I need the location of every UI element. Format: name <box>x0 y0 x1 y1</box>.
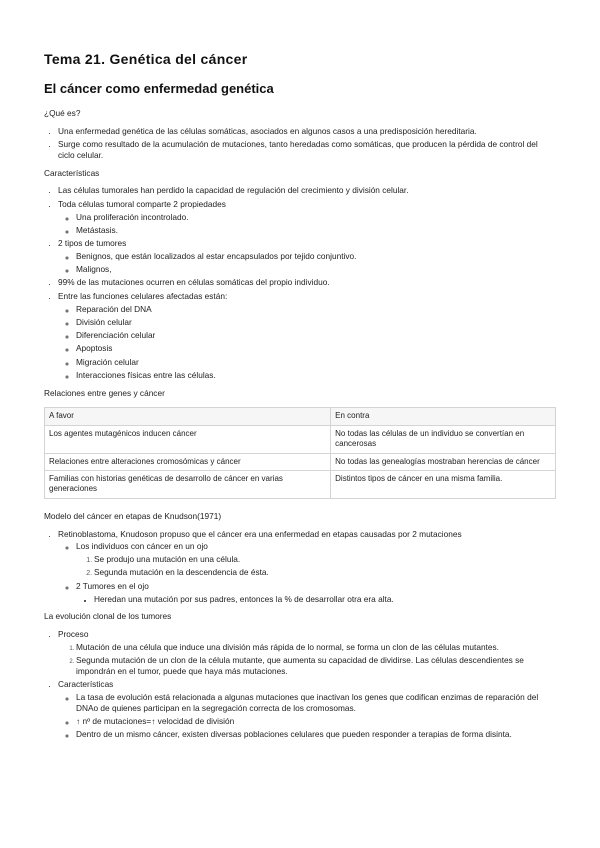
list-item: ▪ Una enfermedad genética de las células somáticas, asociados en algunos casos a una predisposición hereditaria. <box>58 126 556 137</box>
que-es-heading: ¿Qué es? <box>44 108 81 119</box>
table-cell: No todas las genealogías mostraban herencias de cáncer <box>331 453 556 470</box>
list-item-text: Retinoblastoma, Knudoson propuso que el cáncer era una enfermedad en etapas causadas por 2 mutaciones <box>58 528 462 539</box>
numbered-item: 2. Segunda mutación de un clon de la célula mutante, que aumenta su capacidad de dividirse. Las células descendientes se impondrán en el tumor, puede que haya más mutaciones. <box>76 655 556 677</box>
list-item <box>58 529 556 605</box>
sublist <box>58 541 556 604</box>
sublist <box>58 692 556 740</box>
list-item: ▪ Surge como resultado de la acumulación de mutaciones, tanto heredadas como somáticas, que producen la pérdida de control del ciclo celular. <box>58 139 556 161</box>
sublist-item-text: 2 Tumores en el ojo <box>76 580 149 591</box>
sublist-item: ◦ Diferenciación celular <box>76 330 556 341</box>
list-item <box>58 629 556 677</box>
evolucion-heading: La evolución clonal de los tumores <box>44 611 172 622</box>
sublist-item: ◦ Reparación del DNA <box>76 304 556 315</box>
sublist <box>58 304 556 381</box>
list-item-text: Toda células tumoral comparte 2 propiedades <box>58 198 226 209</box>
list-item-text: 2 tipos de tumores <box>58 238 127 249</box>
caracteristicas-heading: Características <box>44 167 100 178</box>
sublist <box>76 594 556 605</box>
relaciones-heading: Relaciones entre genes y cáncer <box>44 387 165 398</box>
sublist-item: ◦ Benignos, que están localizados al estar encapsulados por tejido conjuntivo. <box>76 251 556 262</box>
sublist-item: ◦ Migración celular <box>76 357 556 368</box>
sublist-item: ◦ División celular <box>76 317 556 328</box>
numbered-item: 1. Se produjo una mutación en una célula. <box>94 554 556 565</box>
sublist-item <box>76 581 556 605</box>
list-item: ▪ 99% de las mutaciones ocurren en células somáticas del propio individuo. <box>58 277 556 288</box>
relaciones-table <box>44 407 556 498</box>
table-header-row <box>45 408 556 425</box>
que-es-list <box>44 126 556 161</box>
list-item-text: Proceso <box>58 629 89 640</box>
knudson-heading: Modelo del cáncer en etapas de Knudson(1971) <box>44 510 222 521</box>
sublist-item: ◦ Dentro de un mismo cáncer, existen diversas poblaciones celulares que pueden responder a terapias de forma disinta. <box>76 729 556 740</box>
table-cell: No todas las células de un individuo se convertían en cancerosas <box>331 425 556 453</box>
table-row <box>45 471 556 499</box>
table-cell: Familias con historias genéticas de desarrollo de cáncer en varias generaciones <box>45 471 331 499</box>
caracteristicas-list <box>44 185 556 380</box>
sublist-item: ◦ Malignos, <box>76 264 556 275</box>
list-item-text: Entre las funciones celulares afectadas están: <box>58 290 228 301</box>
sublist-item-text: Los individuos con cáncer en un ojo <box>76 541 208 552</box>
numbered-item: 2. Segunda mutación en la descendencia de ésta. <box>94 567 556 578</box>
table-row <box>45 425 556 453</box>
list-item-text: Características <box>58 679 114 690</box>
evolucion-list <box>44 629 556 740</box>
sublist-item: ▪ Heredan una mutación por sus padres, entonces la % de desarrollar otra era alta. <box>94 594 556 605</box>
sublist <box>58 212 556 236</box>
sublist-item: ◦ ↑ nº de mutaciones=↑ velocidad de división <box>76 716 556 727</box>
numbered-list <box>76 554 556 578</box>
table-cell: Los agentes mutagénicos inducen cáncer <box>45 425 331 453</box>
knudson-list <box>44 529 556 605</box>
list-item: ▪ Las células tumorales han perdido la capacidad de regulación del crecimiento y división celular. <box>58 185 556 196</box>
sublist-item: ◦ Una proliferación incontrolado. <box>76 212 556 223</box>
sublist-item: ◦ Interacciones físicas entre las células. <box>76 370 556 381</box>
document-page <box>44 50 556 747</box>
page-title: Tema 21. Genética del cáncer <box>44 51 248 67</box>
sublist-item: ◦ Metástasis. <box>76 225 556 236</box>
table-row <box>45 453 556 470</box>
list-item <box>58 199 556 236</box>
numbered-list <box>58 642 556 677</box>
column-header: A favor <box>45 408 331 425</box>
column-header: En contra <box>331 408 556 425</box>
numbered-item: 1. Mutación de una célula que induce una división más rápida de lo normal, se forma un clon de las células mutantes. <box>76 642 556 653</box>
section-title: El cáncer como enfermedad genética <box>44 81 274 97</box>
list-item <box>58 291 556 381</box>
sublist-item <box>76 541 556 578</box>
table-cell: Relaciones entre alteraciones cromosómicas y cáncer <box>45 453 331 470</box>
sublist-item: ◦ Apoptosis <box>76 343 556 354</box>
list-item <box>58 679 556 740</box>
sublist-item: ◦ La tasa de evolución está relacionada a algunas mutaciones que inactivan los genes que codifican enzimas de reparación del DNAo de quienes participan en la segregación correcta de los cromosomas. <box>76 692 556 714</box>
sublist <box>58 251 556 275</box>
list-item <box>58 238 556 275</box>
table-cell: Distintos tipos de cáncer en una misma familia. <box>331 471 556 499</box>
